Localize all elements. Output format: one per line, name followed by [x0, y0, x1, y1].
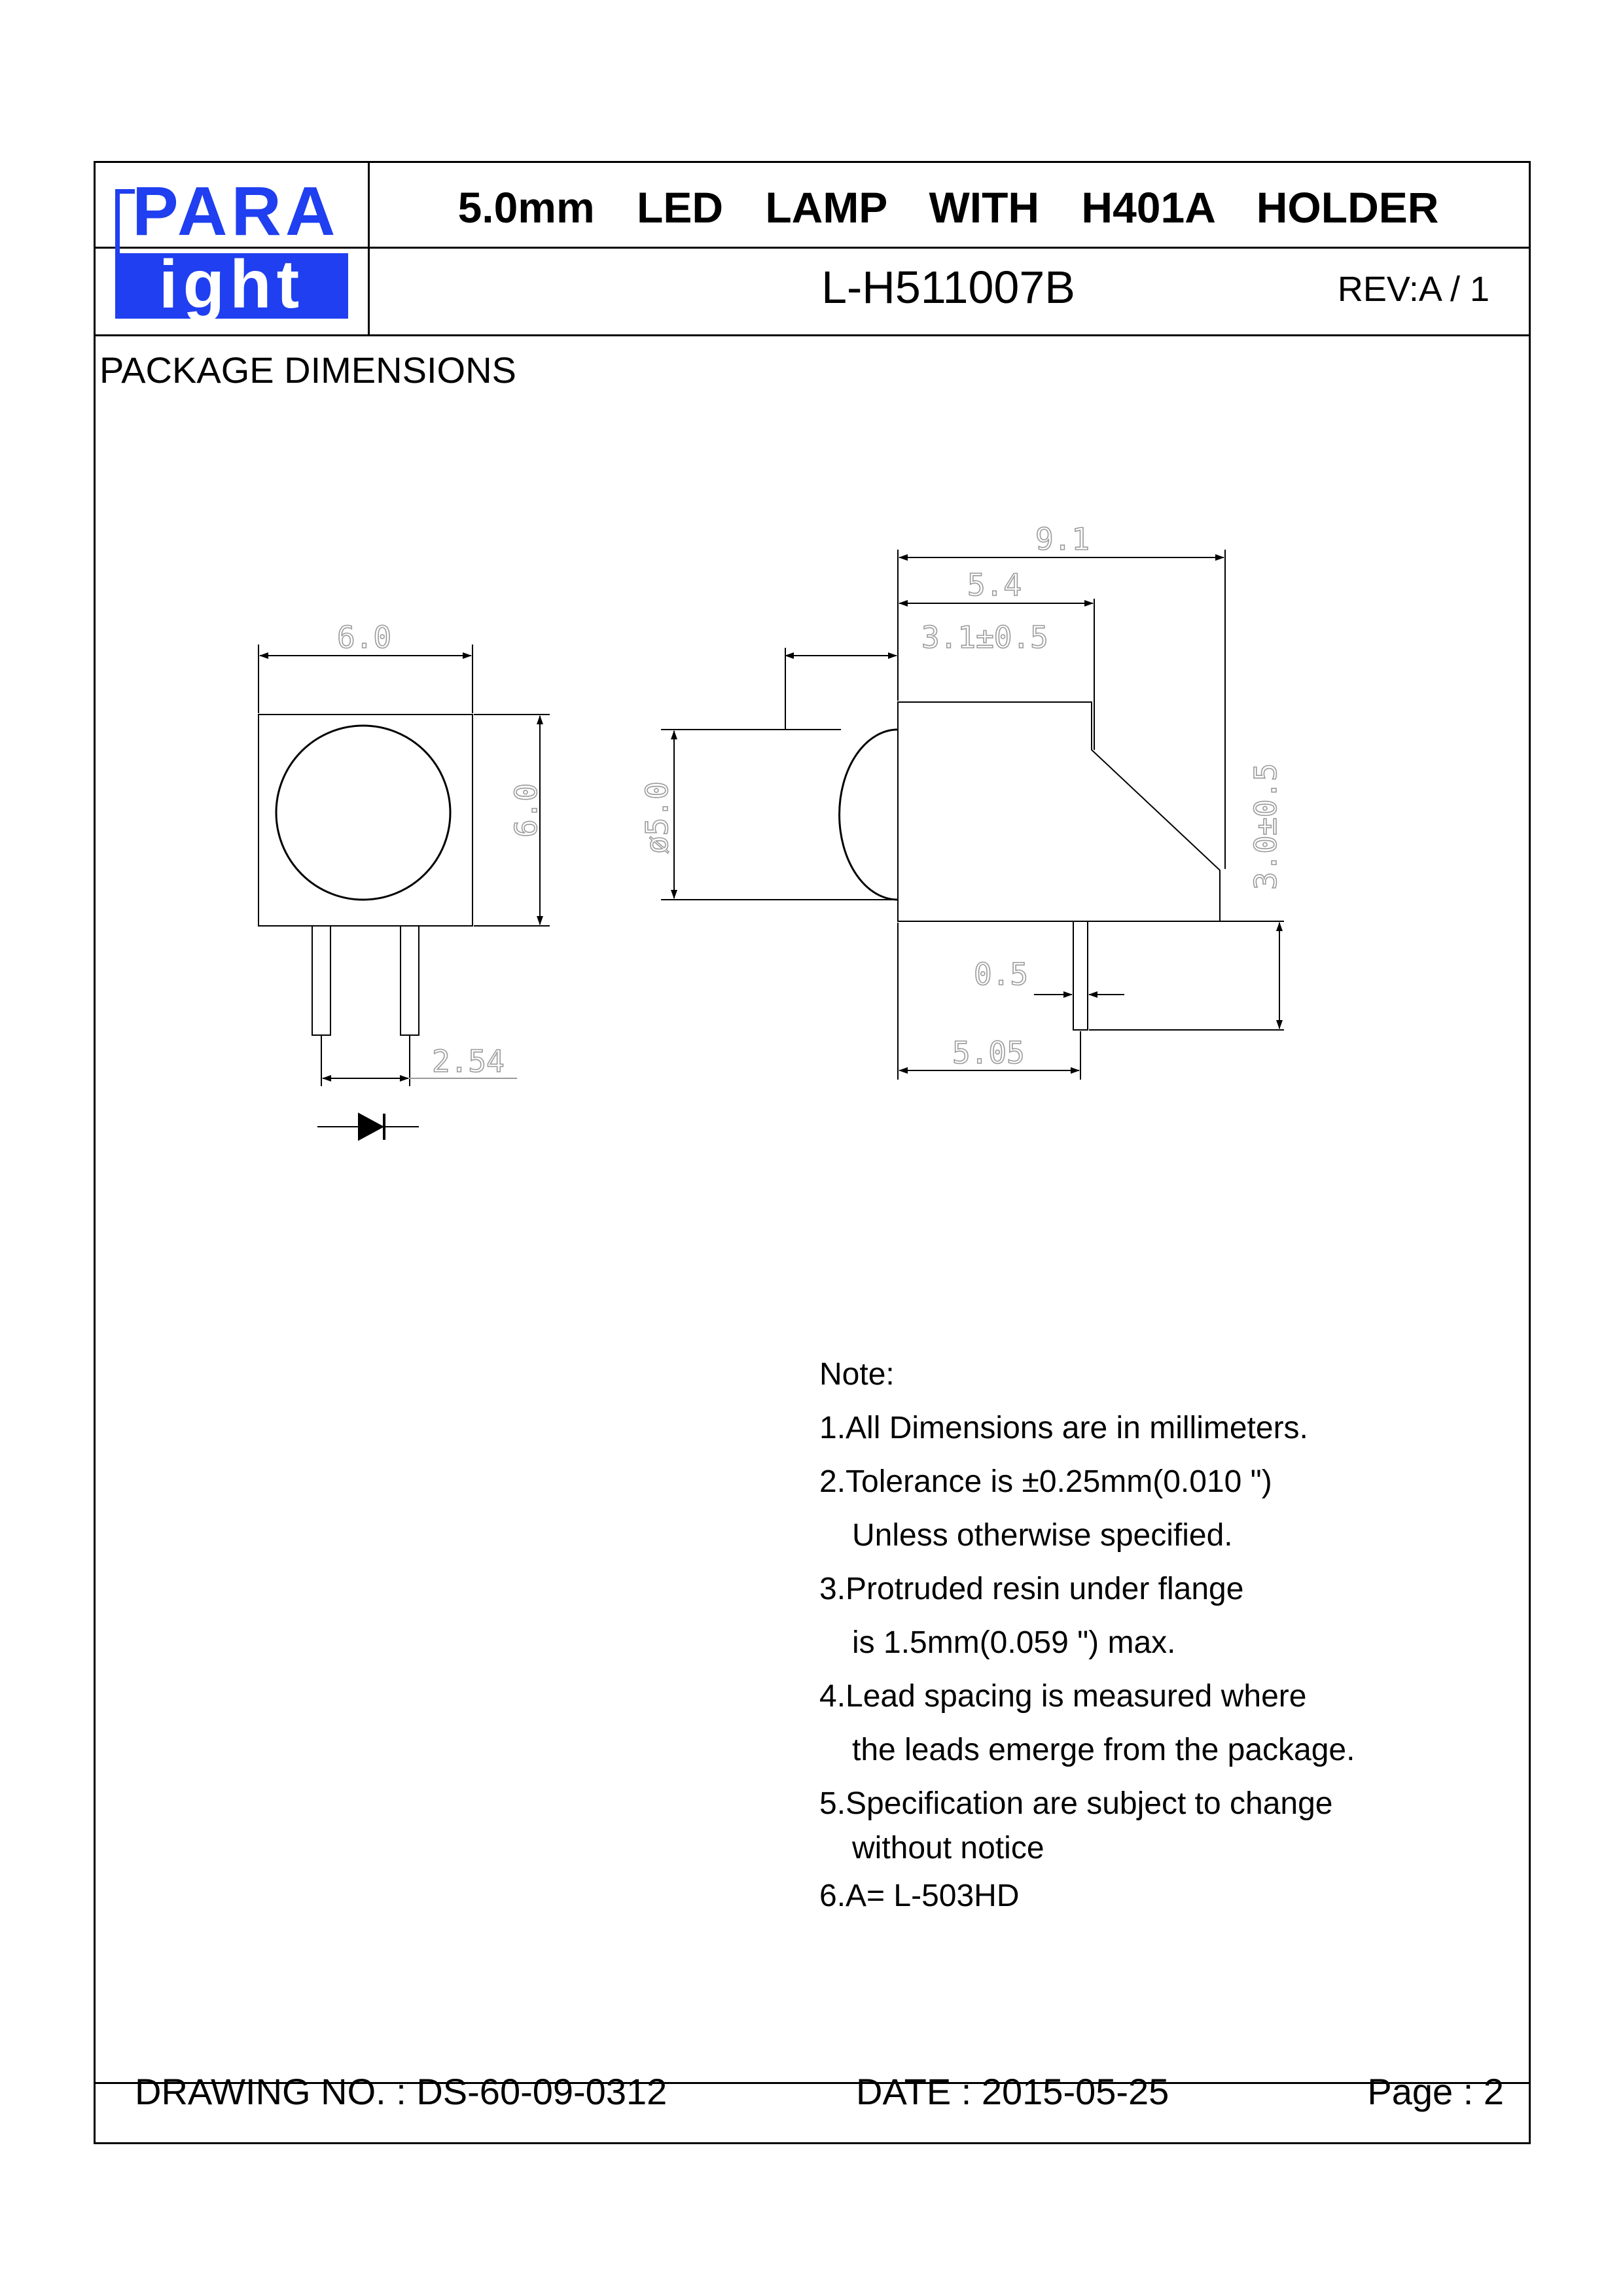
side-view-lead	[1073, 921, 1088, 1030]
dim-lens-diameter: ø5.0	[639, 781, 675, 854]
dim-lens-protrusion: 3.1±0.5	[921, 620, 1048, 655]
dim-front-width: 6.0	[337, 620, 392, 655]
dim-lead-pitch: 2.54	[432, 1044, 505, 1079]
dim-lead-thickness: 0.5	[974, 957, 1029, 992]
section-title: PACKAGE DIMENSIONS	[99, 349, 516, 391]
note-line: 5.Specification are subject to change	[819, 1786, 1333, 1821]
lead-left	[312, 926, 330, 1035]
part-number: L-H511007B	[821, 262, 1075, 313]
revision: REV:A / 1	[1337, 270, 1489, 309]
dim-lead-position: 5.05	[952, 1035, 1025, 1070]
logo-bottom-text: ight	[115, 253, 348, 319]
dim-total-length: 9.1	[1035, 521, 1090, 557]
note-line: 2.Tolerance is ±0.25mm(0.010 ")	[819, 1464, 1272, 1499]
note-line: 1.All Dimensions are in millimeters.	[819, 1411, 1308, 1445]
page-number: Page : 2	[1367, 2071, 1504, 2112]
drawing-number: DRAWING NO. : DS-60-09-0312	[135, 2071, 668, 2112]
front-view-lens	[276, 726, 450, 900]
lead-right	[401, 926, 419, 1035]
side-view-holder	[898, 702, 1220, 921]
note-line: 3.Protruded resin under flange	[819, 1572, 1244, 1606]
note-line: Unless otherwise specified.	[852, 1518, 1233, 1553]
front-view-body	[259, 715, 473, 926]
note-line: the leads emerge from the package.	[852, 1733, 1355, 1767]
dim-holder-length: 5.4	[967, 567, 1022, 603]
notes-heading: Note:	[819, 1357, 895, 1392]
dim-lead-offset: 3.0±0.5	[1248, 763, 1283, 890]
document-title: 5.0mm LED LAMP WITH H401A HOLDER	[457, 183, 1439, 232]
note-line: without notice	[852, 1831, 1044, 1865]
note-line: 4.Lead spacing is measured where	[819, 1679, 1307, 1714]
diode-symbol-icon	[359, 1114, 383, 1140]
note-line: 6.A= L-503HD	[819, 1879, 1020, 1913]
dim-front-height: 6.0	[508, 783, 544, 838]
logo-top-text: PARA	[132, 173, 340, 250]
document-date: DATE : 2015-05-25	[856, 2071, 1169, 2112]
notes-block	[819, 1348, 1355, 1921]
note-line: is 1.5mm(0.059 ") max.	[852, 1625, 1176, 1660]
side-view-lens	[840, 730, 898, 900]
